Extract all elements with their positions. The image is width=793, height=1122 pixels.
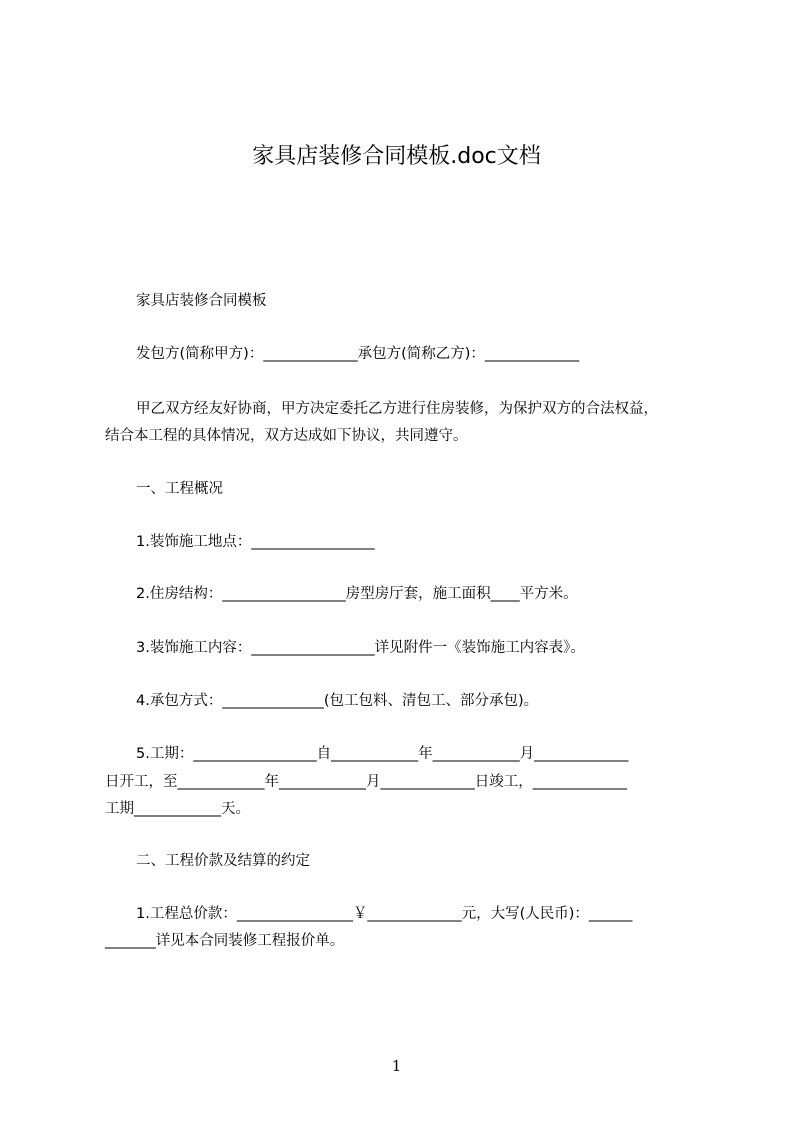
clause-2-1-line-2: _______详见本合同装修工程报价单。	[105, 933, 345, 949]
clause-1-5-line-2: 日开工，至____________年____________月_____________日竣工，_____________	[105, 774, 627, 790]
document-title: 家具店装修合同模板.doc文档	[252, 144, 541, 169]
parties-line: 发包方(简称甲方)：_____________承包方(简称乙方)：_____________	[136, 346, 580, 362]
section-2-heading: 二、工程价款及结算的约定	[136, 853, 310, 869]
clause-1-1: 1.装饰施工地点：_________________	[136, 534, 375, 550]
clause-1-5-line-1: 5.工期：_________________自____________年____________月_____________	[136, 746, 629, 762]
document-subtitle: 家具店装修合同模板	[136, 293, 267, 309]
section-1-heading: 一、工程概况	[136, 481, 223, 497]
page-number: 1	[391, 1057, 402, 1075]
intro-paragraph-line-2: 结合本工程的具体情况，双方达成如下协议，共同遵守。	[105, 428, 468, 444]
clause-2-1-line-1: 1.工程总价款：________________￥_____________元，大写(人民币)：______	[136, 906, 633, 922]
clause-1-3: 3.装饰施工内容：_________________详见附件一《装饰施工内容表》。	[136, 640, 585, 656]
intro-paragraph-line-1: 甲乙双方经友好协商，甲方决定委托乙方进行住房装修，为保护双方的合法权益，	[136, 401, 658, 417]
clause-1-5-line-3: 工期____________天。	[105, 801, 250, 817]
clause-1-4: 4.承包方式：______________(包工包料、清包工、部分承包)。	[136, 693, 539, 709]
clause-1-2: 2.住房结构：_________________房型房厅套，施工面积____平方米。	[136, 586, 578, 602]
